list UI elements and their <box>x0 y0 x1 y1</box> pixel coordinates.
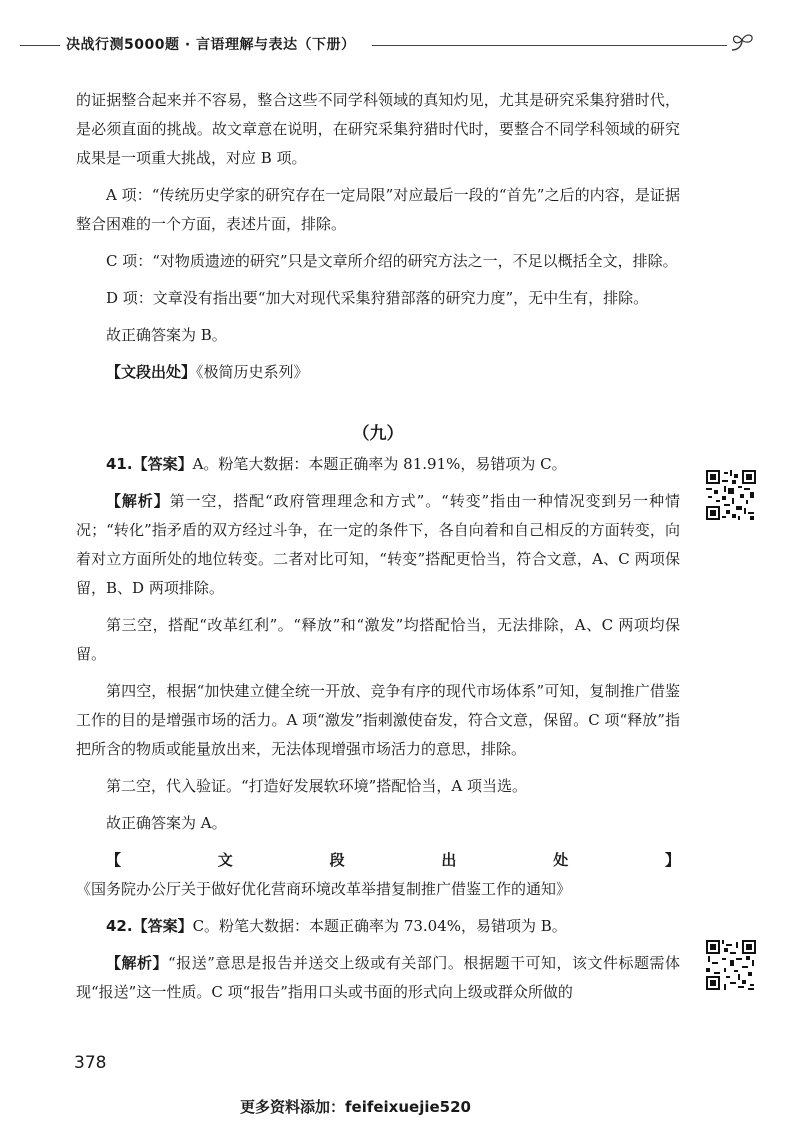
paragraph: 故正确答案为 A。 <box>106 814 227 832</box>
source-paragraph <box>76 358 680 387</box>
source-text: 《国务院办公厅关于做好优化营商环境改革举措复制推广借鉴工作的通知》 <box>76 880 572 898</box>
analysis-text: “报送”意思是报告并送交上级或有关部门。根据题干可知，该文件标题需体现“报送”这一性质。C 项“报告”指用口头或书面的形式向上级或群众所做的 <box>76 954 680 1001</box>
answer-tag: 42.【答案】 <box>106 917 193 935</box>
source-paragraph <box>76 846 680 904</box>
analysis-paragraph <box>76 487 680 603</box>
page-number: 378 <box>74 1053 107 1073</box>
answer-paragraph <box>76 912 680 941</box>
source-text: 《极简历史系列》 <box>196 363 309 381</box>
paragraph: 第四空，根据“加快建立健全统一开放、竞争有序的现代市场体系”可知，复制推广借鉴工作的目的是增强市场的活力。A 项“激发”指刺激使奋发，符合文意，保留。C 项“释放”指把所含的物质或能量放出来，无法体现增强市场活力的意思，排除。 <box>76 682 680 758</box>
paragraph: D 项：文章没有指出要“加大对现代采集狩猎部落的研究力度”，无中生有，排除。 <box>106 289 649 307</box>
paragraph: 第二空，代入验证。“打造好发展软环境”搭配恰当，A 项当选。 <box>106 777 527 795</box>
source-tag: 【文段出处】 <box>106 363 197 381</box>
answer-text: A。粉笔大数据：本题正确率为 81.91%，易错项为 C。 <box>192 455 567 473</box>
qr-code-icon[interactable] <box>706 940 756 990</box>
running-header <box>0 30 800 58</box>
paragraph: C 项：“对物质遗迹的研究”只是文章所介绍的研究方法之一，不足以概括全文，排除。 <box>106 252 678 270</box>
paragraph: A 项：“传统历史学家的研究存在一定局限”对应最后一段的“首先”之后的内容，是证据整合困难的一个方面，表述片面，排除。 <box>76 186 680 233</box>
footer-note: 更多资料添加：feifeixuejie520 <box>240 1098 471 1116</box>
analysis-text: 第一空，搭配“政府管理理念和方式”。“转变”指由一种情况变到另一种情况；“转化”指矛盾的双方经过斗争，在一定的条件下，各自向着和自己相反的方面转变，向着对立方面所处的地位转变。二者对比可知，“转变”搭配更恰当，符合文意，A、C 两项保留，B、D 两项排除。 <box>76 492 680 597</box>
qr-code-icon[interactable] <box>706 470 756 520</box>
answer-paragraph <box>76 450 680 479</box>
answer-text: C。粉笔大数据：本题正确率为 73.04%，易错项为 B。 <box>192 917 567 935</box>
sprout-icon <box>728 30 758 58</box>
paragraph: 故正确答案为 B。 <box>106 326 227 344</box>
answer-tag: 41.【答案】 <box>106 455 193 473</box>
analysis-tag: 【解析】 <box>106 954 169 972</box>
page-body <box>76 86 680 1015</box>
paragraph: 的证据整合起来并不容易，整合这些不同学科领域的真知灼见，尤其是研究采集狩猎时代，是必须直面的挑战。故文章意在说明，在研究采集狩猎时代时，要整合不同学科领域的研究成果是一项重大挑战，对应 B 项。 <box>76 91 680 167</box>
header-rule-left <box>20 45 60 46</box>
source-tag: 【文段出处】 <box>106 851 680 869</box>
paragraph: 第三空，搭配“改革红利”。“释放”和“激发”均搭配恰当，无法排除，A、C 两项均保留。 <box>76 616 680 663</box>
section-title: （九） <box>352 424 404 444</box>
analysis-tag: 【解析】 <box>106 492 170 510</box>
header-title: 决战行测5000题 · 言语理解与表达（下册） <box>66 37 356 53</box>
analysis-paragraph <box>76 949 680 1007</box>
header-rule-right <box>372 45 727 46</box>
